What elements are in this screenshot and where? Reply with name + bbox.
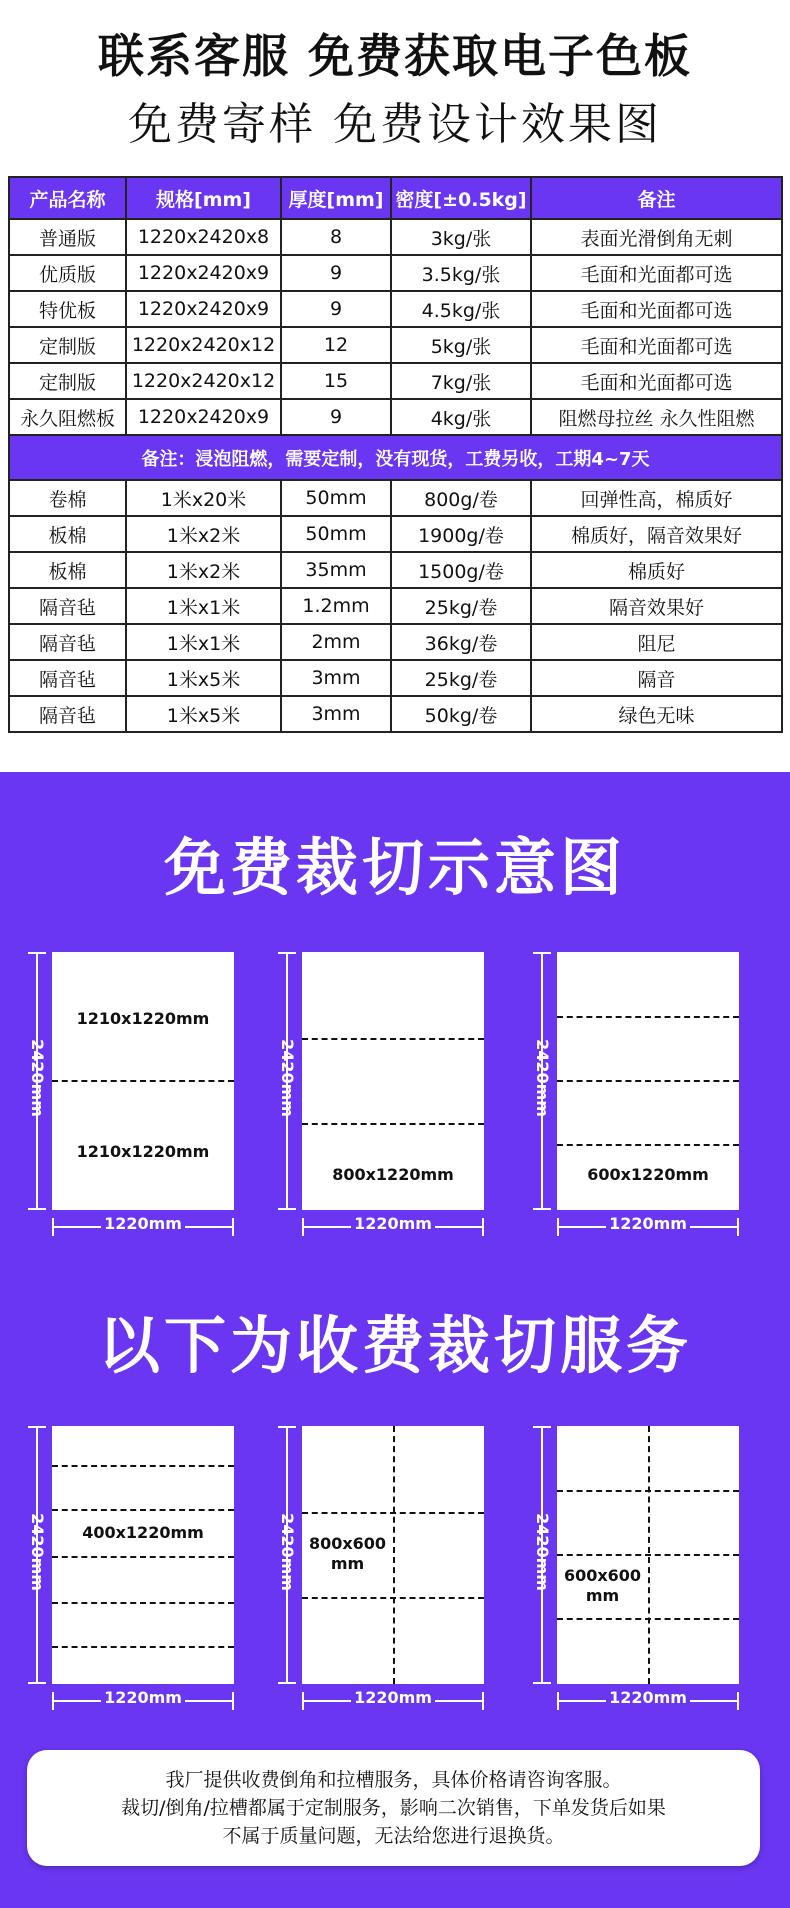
table-row [9,219,782,255]
table-cell: 阻尼 [531,624,782,660]
notice-line: 裁切/倒角/拉槽都属于定制服务，影响二次销售，下单发货后如果 [121,1797,666,1819]
cut-line [557,1554,739,1556]
cut-diagram-thirds [272,952,502,1242]
column-header: 产品名称 [9,177,126,219]
table-row [9,255,782,291]
cut-line [557,1016,739,1018]
cut-line [52,1556,234,1558]
table-cell: 15 [281,363,391,399]
width-dimension-label: 1220mm [52,1214,234,1233]
table-cell: 36kg/卷 [391,624,531,660]
table-cell: 棉质好 [531,552,782,588]
board-sheet [557,1426,739,1684]
table-cell: 卷棉 [9,480,126,516]
table-cell: 2mm [281,624,391,660]
table-cell: 普通版 [9,219,126,255]
table-cell: 4kg/张 [391,399,531,435]
table-cell: 回弹性高，棉质好 [531,480,782,516]
cut-line [557,1618,739,1620]
table-cell: 1220x2420x12 [126,363,281,399]
cut-line [557,1490,739,1492]
dimension-cap [28,1682,46,1684]
service-notice-card [27,1750,760,1866]
table-cell: 35mm [281,552,391,588]
table-cell: 1220x2420x8 [126,219,281,255]
table-row [9,399,782,435]
dimension-cap [278,1682,296,1684]
table-row [9,327,782,363]
height-dimension-label: 2420mm [28,1039,47,1117]
board-sheet [52,952,234,1210]
table-cell: 隔音毡 [9,624,126,660]
table-cell: 3mm [281,660,391,696]
table-cell: 定制版 [9,363,126,399]
table-cell: 1米x20米 [126,480,281,516]
cut-diagram-grid-six [272,1426,502,1716]
cut-line [302,1597,484,1599]
table-cell: 隔音 [531,660,782,696]
piece-size-label: 1210x1220mm [76,1142,210,1161]
paid-cut-title: 以下为收费裁切服务 [97,1309,692,1382]
piece-size-label: 800x1220mm [332,1165,454,1184]
table-row [9,363,782,399]
table-cell: 毛面和光面都可选 [531,255,782,291]
cut-line [557,1080,739,1082]
table-cell: 特优板 [9,291,126,327]
table-cell: 1500g/卷 [391,552,531,588]
notice-line: 我厂提供收费倒角和拉槽服务，具体价格请咨询客服。 [165,1769,622,1791]
column-header: 密度[±0.5kg] [391,177,531,219]
height-dimension-label: 2420mm [533,1513,552,1591]
cut-diagram-quarters [527,952,757,1242]
table-cell: 25kg/卷 [391,588,531,624]
table-row [9,516,782,552]
spec-table-container [8,176,781,733]
table-cell: 1220x2420x9 [126,399,281,435]
table-cell: 1220x2420x9 [126,255,281,291]
dimension-cap [28,1426,46,1428]
spec-table [8,176,783,733]
table-cell: 板棉 [9,516,126,552]
table-cell: 1220x2420x9 [126,291,281,327]
table-cell: 隔音毡 [9,660,126,696]
piece-size-label: 400x1220mm [82,1523,204,1542]
table-cell: 隔音毡 [9,588,126,624]
column-header: 备注 [531,177,782,219]
table-cell: 3mm [281,696,391,732]
table-cell: 50mm [281,480,391,516]
table-row [9,660,782,696]
width-dimension-label: 1220mm [302,1214,484,1233]
table-row [9,588,782,624]
table-cell: 阻燃母拉丝 永久性阻燃 [531,399,782,435]
board-sheet [302,1426,484,1684]
table-cell: 毛面和光面都可选 [531,291,782,327]
table-cell: 定制版 [9,327,126,363]
table-cell: 隔音毡 [9,696,126,732]
table-cell: 800g/卷 [391,480,531,516]
table-cell: 绿色无味 [531,696,782,732]
dimension-cap [533,952,551,954]
table-header-row [9,177,782,219]
table-cell: 1.2mm [281,588,391,624]
table-cell: 9 [281,399,391,435]
header-title-line2: 免费寄样 免费设计效果图 [128,99,662,150]
table-cell: 5kg/张 [391,327,531,363]
table-cell: 1900g/卷 [391,516,531,552]
piece-size-label: 600x1220mm [587,1165,709,1184]
width-dimension-label: 1220mm [557,1214,739,1233]
table-cell: 毛面和光面都可选 [531,363,782,399]
table-cell: 50mm [281,516,391,552]
table-cell: 3.5kg/张 [391,255,531,291]
table-cell: 1米x1米 [126,588,281,624]
table-cell: 9 [281,255,391,291]
column-header: 规格[mm] [126,177,281,219]
table-cell: 7kg/张 [391,363,531,399]
table-row [9,552,782,588]
table-cell: 毛面和光面都可选 [531,327,782,363]
height-dimension-label: 2420mm [278,1513,297,1591]
table-note: 备注：浸泡阻燃，需要定制，没有现货，工费另收，工期4~7天 [9,435,782,480]
table-cell: 50kg/卷 [391,696,531,732]
cut-diagram-half [22,952,252,1242]
table-cell: 优质版 [9,255,126,291]
board-sheet [557,952,739,1210]
cut-line [52,1465,234,1467]
cut-line [52,1646,234,1648]
header-title-line1: 联系客服 免费获取电子色板 [97,29,692,83]
table-cell: 12 [281,327,391,363]
table-row [9,480,782,516]
free-cut-title: 免费裁切示意图 [163,831,626,904]
table-cell: 1米x2米 [126,552,281,588]
cut-diagram-strips [22,1426,252,1716]
width-dimension-label: 1220mm [302,1688,484,1707]
table-cell: 隔音效果好 [531,588,782,624]
dimension-cap [28,1208,46,1210]
table-cell: 9 [281,291,391,327]
dimension-cap [28,952,46,954]
cut-line [393,1426,395,1684]
dimension-cap [533,1208,551,1210]
dimension-cap [278,1426,296,1428]
table-cell: 1220x2420x12 [126,327,281,363]
height-dimension-label: 2420mm [278,1039,297,1117]
table-cell: 板棉 [9,552,126,588]
piece-size-label: 1210x1220mm [76,1009,210,1028]
cut-line [302,1038,484,1040]
dimension-cap [533,1426,551,1428]
dimension-cap [278,1208,296,1210]
height-dimension-label: 2420mm [533,1039,552,1117]
table-cell: 8 [281,219,391,255]
cut-line [52,1602,234,1604]
table-row [9,291,782,327]
table-cell: 1米x5米 [126,696,281,732]
notice-line: 不属于质量问题，无法给您进行退换货。 [222,1825,565,1847]
table-note-row [9,435,782,480]
table-cell: 永久阻燃板 [9,399,126,435]
table-cell: 25kg/卷 [391,660,531,696]
piece-size-label: 800x600 mm [302,1534,393,1574]
dimension-cap [533,1682,551,1684]
width-dimension-label: 1220mm [557,1688,739,1707]
table-cell: 棉质好，隔音效果好 [531,516,782,552]
cut-diagram-grid-eight [527,1426,757,1716]
table-cell: 4.5kg/张 [391,291,531,327]
height-dimension-label: 2420mm [28,1513,47,1591]
cut-line [302,1512,484,1514]
table-row [9,696,782,732]
table-cell: 3kg/张 [391,219,531,255]
board-sheet [52,1426,234,1684]
table-row [9,624,782,660]
piece-size-label: 600x600 mm [557,1566,648,1606]
width-dimension-label: 1220mm [52,1688,234,1707]
table-cell: 1米x2米 [126,516,281,552]
cut-line [52,1509,234,1511]
dimension-cap [278,952,296,954]
cut-line [302,1123,484,1125]
cut-line [557,1144,739,1146]
table-cell: 表面光滑倒角无刺 [531,219,782,255]
board-sheet [302,952,484,1210]
table-cell: 1米x5米 [126,660,281,696]
table-cell: 1米x1米 [126,624,281,660]
cut-line [52,1080,234,1082]
page-header [0,0,790,150]
column-header: 厚度[mm] [281,177,391,219]
